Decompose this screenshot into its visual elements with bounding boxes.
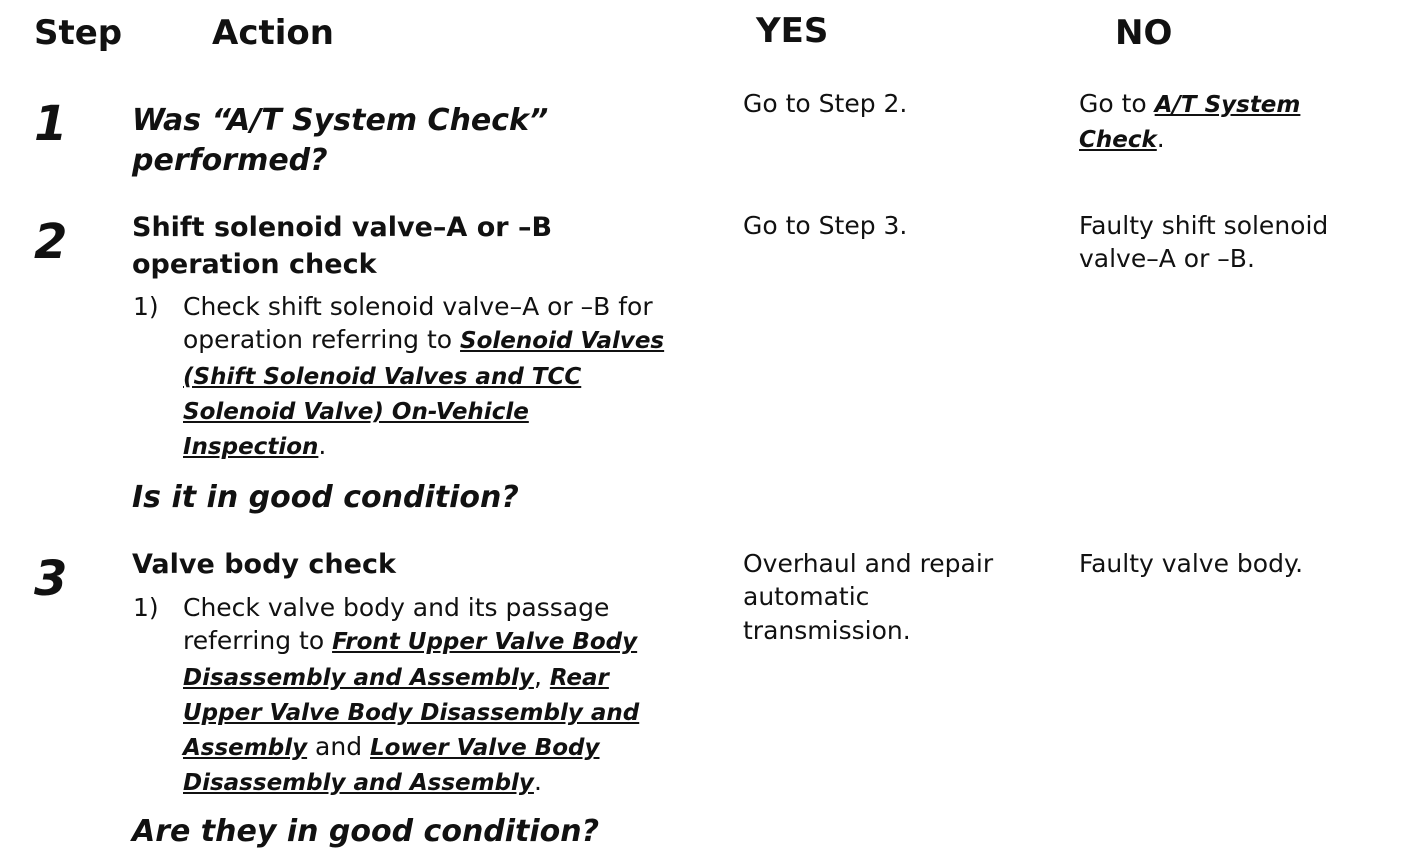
step-3-yes-line2: automatic bbox=[743, 582, 870, 612]
link-rear-upper-valve-body-cont-1[interactable]: Upper Valve Body Disassembly and bbox=[183, 699, 640, 726]
step-1-no-suffix: . bbox=[1156, 124, 1165, 154]
header-action: Action bbox=[212, 13, 334, 53]
step-2-no-line1: Faulty shift solenoid bbox=[1079, 211, 1329, 240]
step-number-1: 1 bbox=[34, 96, 68, 152]
link-lower-valve-body-cont[interactable]: Disassembly and Assembly bbox=[183, 770, 534, 797]
link-lower-valve-body[interactable]: Lower Valve Body bbox=[370, 735, 600, 762]
step-3-subitem bbox=[133, 591, 733, 797]
step-1-no-prefix: Go to bbox=[1079, 89, 1155, 118]
link-solenoid-valves-inspection-cont-3[interactable]: Inspection bbox=[183, 434, 319, 461]
step-1-question-line1: Was “A/T System Check” bbox=[132, 103, 549, 138]
step-3-and: and bbox=[307, 732, 371, 762]
step-2-sub-line2-prefix: operation referring to bbox=[183, 325, 461, 355]
step-2-title-line2: operation check bbox=[132, 249, 377, 280]
step-2-sub-suffix: . bbox=[318, 431, 327, 461]
step-number-2: 2 bbox=[34, 214, 68, 270]
step-2-title bbox=[132, 209, 702, 283]
header-step: Step bbox=[34, 13, 123, 53]
step-3-no: Faulty valve body. bbox=[1079, 549, 1304, 578]
step-3-title: Valve body check bbox=[132, 549, 396, 580]
header-yes: YES bbox=[756, 11, 829, 51]
step-3-yes bbox=[743, 547, 1063, 647]
step-2-question: Is it in good condition? bbox=[132, 480, 519, 515]
step-3-sub-suffix: . bbox=[533, 767, 542, 797]
step-2-subitem bbox=[133, 290, 733, 460]
step-1-no bbox=[1079, 87, 1399, 158]
link-solenoid-valves-inspection-cont-1[interactable]: (Shift Solenoid Valves and TCC bbox=[183, 363, 582, 390]
link-at-system-check[interactable]: A/T System bbox=[1154, 92, 1301, 118]
link-rear-upper-valve-body-cont-2[interactable]: Assembly bbox=[183, 735, 308, 762]
step-3-sub-text bbox=[183, 591, 723, 801]
step-3-comma: , bbox=[533, 661, 550, 691]
step-1-question-line2: performed? bbox=[132, 143, 328, 178]
step-3-sub-number: 1) bbox=[133, 593, 159, 622]
step-2-yes: Go to Step 3. bbox=[743, 211, 908, 240]
step-1-question bbox=[132, 101, 722, 181]
link-front-upper-valve-body-cont[interactable]: Disassembly and Assembly bbox=[183, 664, 534, 691]
step-2-title-line1: Shift solenoid valve–A or –B bbox=[132, 212, 553, 243]
step-3-question: Are they in good condition? bbox=[132, 814, 600, 849]
step-1-yes: Go to Step 2. bbox=[743, 89, 908, 118]
step-3-yes-line3: transmission. bbox=[743, 615, 911, 645]
step-2-no bbox=[1079, 209, 1399, 276]
link-front-upper-valve-body[interactable]: Front Upper Valve Body bbox=[332, 629, 638, 656]
step-2-sub-line1: Check shift solenoid valve–A or –B for bbox=[183, 292, 653, 321]
step-2-sub-text bbox=[183, 290, 723, 464]
step-number-3: 3 bbox=[34, 551, 68, 607]
step-2-sub-number: 1) bbox=[133, 292, 159, 321]
step-2-no-line2: valve–A or –B. bbox=[1079, 244, 1255, 274]
link-at-system-check-cont[interactable]: Check bbox=[1079, 127, 1157, 154]
step-3-sub-line2-prefix: referring to bbox=[183, 626, 333, 656]
step-3-sub-line1: Check valve body and its passage bbox=[183, 593, 610, 622]
header-no: NO bbox=[1115, 13, 1173, 53]
step-3-yes-line1: Overhaul and repair bbox=[743, 549, 994, 578]
link-solenoid-valves-inspection-cont-2[interactable]: Solenoid Valve) On-Vehicle bbox=[183, 398, 529, 425]
link-solenoid-valves-inspection[interactable]: Solenoid Valves bbox=[460, 328, 665, 355]
link-rear-upper-valve-body[interactable]: Rear bbox=[549, 664, 609, 691]
